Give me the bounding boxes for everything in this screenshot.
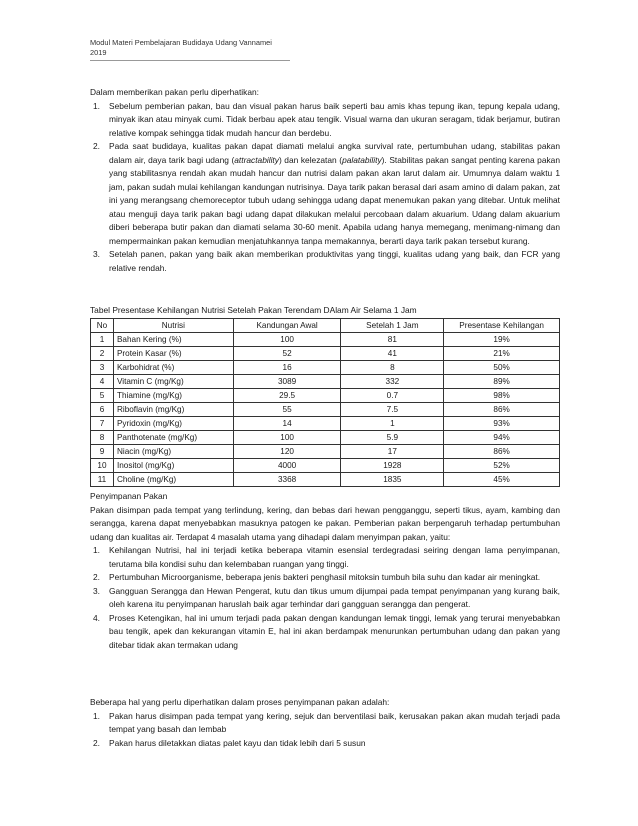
table-cell: 98% xyxy=(444,388,560,402)
column-header: Presentase Kehilangan xyxy=(444,318,560,332)
table-cell: 7.5 xyxy=(341,402,444,416)
list-item xyxy=(90,248,560,275)
table-cell: 3368 xyxy=(233,472,341,486)
table-cell: Karbohidrat (%) xyxy=(113,360,233,374)
feeding-list xyxy=(90,100,560,276)
list-number: 4. xyxy=(93,612,100,623)
table-cell: 2 xyxy=(91,346,114,360)
table-row xyxy=(91,360,560,374)
table-cell: 1928 xyxy=(341,458,444,472)
table-cell: 1835 xyxy=(341,472,444,486)
list-text: Gangguan Serangga dan Hewan Pengerat, kutu dan tikus umum dijumpai pada tempat penyimpanan yang kurang baik, oleh karena itu penyimpanan haruslah baik agar terhindar dari gangguan serangga dan pengerat. xyxy=(109,585,560,609)
list-item xyxy=(90,140,560,248)
list-number: 1. xyxy=(93,100,100,111)
list-text: Setelah panen, pakan yang baik akan memberikan produktivitas yang tinggi, kualitas udang yang baik, dan FCR yang relative rendah. xyxy=(109,249,560,273)
table-cell: Vitamin C (mg/Kg) xyxy=(113,374,233,388)
table-cell: 94% xyxy=(444,430,560,444)
section-title: Penyimpanan Pakan xyxy=(90,491,168,501)
table-cell: 6 xyxy=(91,402,114,416)
table-cell: 14 xyxy=(233,416,341,430)
list-item xyxy=(90,544,560,571)
table-cell: 86% xyxy=(444,444,560,458)
table-cell: Riboflavin (mg/Kg) xyxy=(113,402,233,416)
table-row xyxy=(91,388,560,402)
list-item xyxy=(90,100,560,141)
list-number: 3. xyxy=(93,585,100,596)
table-cell: 100 xyxy=(233,332,341,346)
table-cell: 89% xyxy=(444,374,560,388)
list-number: 2. xyxy=(93,572,100,582)
section-intro: Dalam memberikan pakan perlu diperhatikan: xyxy=(90,87,259,97)
nutrient-loss-table-block xyxy=(90,304,560,487)
table-row xyxy=(91,332,560,346)
table-cell: 81 xyxy=(341,332,444,346)
table-row xyxy=(91,346,560,360)
storage-section xyxy=(90,490,560,652)
table-cell: 4 xyxy=(91,374,114,388)
table-cell: 29.5 xyxy=(233,388,341,402)
term-italic: attractability xyxy=(234,154,279,165)
table-cell: 21% xyxy=(444,346,560,360)
table-cell: Protein Kasar (%) xyxy=(113,346,233,360)
table-cell: 8 xyxy=(91,430,114,444)
running-header: Modul Materi Pembelajaran Budidaya Udang Vannamei 2019 xyxy=(90,38,290,61)
table-cell: 55 xyxy=(233,402,341,416)
storage-guidelines-section xyxy=(90,696,560,750)
list-text: Kehilangan Nutrisi, hal ini terjadi ketika beberapa vitamin esensial terdegradasi seiring dengan lama penyimpanan, terutama bila kondisi suhu dan kelembaban ruangan yang tinggi. xyxy=(109,545,560,569)
table-cell: 7 xyxy=(91,416,114,430)
list-text: Pakan harus disimpan pada tempat yang kering, sejuk dan berventilasi baik, kerusakan pakan akan mudah terjadi pada tempat yang basah dan lembab xyxy=(109,710,560,734)
list-text: Sebelum pemberian pakan, bau dan visual pakan harus baik seperti bau amis khas tepung ikan, tepung kepala udang, minyak ikan atau minyak cumi. Tidak berbau apek atau tengik. Visual warna dan ukuran seragam, tidak berjamur, butiran relative kompak sehingga tidak mudah hancur dan berdebu. xyxy=(109,100,560,138)
table-row xyxy=(91,472,560,486)
list-text: Pakan harus diletakkan diatas palet kayu dan tidak lebih dari 5 susun xyxy=(109,737,366,748)
list-item xyxy=(90,585,560,612)
table-cell: 120 xyxy=(233,444,341,458)
table-cell: 4000 xyxy=(233,458,341,472)
table-cell: Panthotenate (mg/Kg) xyxy=(113,430,233,444)
table-header-row xyxy=(91,318,560,332)
term-italic: palatability xyxy=(342,154,382,165)
nutrient-loss-table xyxy=(90,318,560,487)
table-cell: 16 xyxy=(233,360,341,374)
table-cell: 9 xyxy=(91,444,114,458)
table-cell: 52 xyxy=(233,346,341,360)
table-cell: 0.7 xyxy=(341,388,444,402)
column-header: Nutrisi xyxy=(113,318,233,332)
column-header: Setelah 1 Jam xyxy=(341,318,444,332)
table-cell: 50% xyxy=(444,360,560,374)
list-item xyxy=(90,612,560,653)
list-number: 2. xyxy=(93,141,100,151)
list-number: 3. xyxy=(93,249,100,259)
table-cell: 19% xyxy=(444,332,560,346)
table-row xyxy=(91,444,560,458)
table-cell: 11 xyxy=(91,472,114,486)
table-cell: 5 xyxy=(91,388,114,402)
table-row xyxy=(91,374,560,388)
table-cell: 52% xyxy=(444,458,560,472)
table-cell: 3089 xyxy=(233,374,341,388)
table-cell: 10 xyxy=(91,458,114,472)
table-cell: 332 xyxy=(341,374,444,388)
table-cell: 45% xyxy=(444,472,560,486)
table-body xyxy=(91,332,560,486)
list-number: 1. xyxy=(93,710,100,721)
table-cell: 3 xyxy=(91,360,114,374)
table-cell: 100 xyxy=(233,430,341,444)
table-cell: 8 xyxy=(341,360,444,374)
column-header: Kandungan Awal xyxy=(233,318,341,332)
table-cell: Niacin (mg/Kg) xyxy=(113,444,233,458)
list-item xyxy=(90,710,560,737)
list-item xyxy=(90,571,560,585)
table-row xyxy=(91,458,560,472)
list-text: Pada saat budidaya, kualitas pakan dapat diamati melalui angka survival rate, pertumbuhan udang, stabilitas pakan dalam air, daya tarik bagi udang (attractability) dan kelezatan (palatability). Stabilitas pakan sangat penting karena pakan yang stabilitasnya rendah akan mudah hancur dan nutrisi dalam pakan akan larut dalam air. Umumnya dalam waktu 1 jam, pakan sudah mulai kehilangan kandungan nutrisinya. Daya tarik pakan berasal dari asam amino di dalam pakan, zat ini yang merangsang chemoreceptor tubuh udang sehingga udang dapat menemukan pakan yang ditebar. Untuk melihat atau menguji daya tarik pakan bagi udang dapat dilakukan melalui percobaan dalam akuarium. Udang dalam akuarium diberi beberapa butir pakan dan diamati selama 30-60 menit. Apabila udang hanya memegang, menimang-nimang dan mempermainkan pakan kemudian menjatuhkannya tanpa memakannya, berarti daya tarik pakan tersebut kurang. xyxy=(109,141,560,246)
table-row xyxy=(91,402,560,416)
storage-problems-list xyxy=(90,544,560,652)
section-paragraph: Pakan disimpan pada tempat yang terlindung, kering, dan bebas dari hewan pengganggu, seperti tikus, ayam, kambing dan serangga, karena dapat menyebabkan masuknya patogen ke pakan. Pemberian pakan berpengaruh terhadap pertumbuhan udang dan kualitas air. Terdapat 4 masalah utama yang dihadapi dalam menyimpan pakan, yaitu: xyxy=(90,504,560,542)
feeding-section xyxy=(90,86,560,275)
list-item xyxy=(90,737,560,751)
table-cell: 1 xyxy=(341,416,444,430)
table-cell: Bahan Kering (%) xyxy=(113,332,233,346)
list-text: Proses Ketengikan, hal ini umum terjadi pada pakan dengan kandungan lemak tinggi, lemak yang terurai menyebabkan bau tengik, apek dan kekurangan vitamin E, hal ini akan berdampak menurunkan pertumbuhan udang dan pakan yang ditebar tidak akan termakan udang xyxy=(109,612,560,650)
list-number: 1. xyxy=(93,545,100,555)
column-header: No xyxy=(91,318,114,332)
section-intro: Beberapa hal yang perlu diperhatikan dalam proses penyimpanan pakan adalah: xyxy=(90,697,390,707)
table-cell: 5.9 xyxy=(341,430,444,444)
table-cell: 86% xyxy=(444,402,560,416)
table-row xyxy=(91,430,560,444)
table-cell: 93% xyxy=(444,416,560,430)
table-cell: Thiamine (mg/Kg) xyxy=(113,388,233,402)
table-cell: Choline (mg/Kg) xyxy=(113,472,233,486)
table-row xyxy=(91,416,560,430)
list-text: Pertumbuhan Microorganisme, beberapa jenis bakteri penghasil mitoksin tumbuh bila suhu dan kadar air meningkat. xyxy=(109,572,541,582)
list-number: 2. xyxy=(93,737,100,748)
table-cell: 17 xyxy=(341,444,444,458)
table-caption: Tabel Presentase Kehilangan Nutrisi Setelah Pakan Terendam DAlam Air Selama 1 Jam xyxy=(90,305,417,315)
table-cell: 1 xyxy=(91,332,114,346)
table-cell: Inositol (mg/Kg) xyxy=(113,458,233,472)
storage-guidelines-list xyxy=(90,710,560,751)
table-cell: 41 xyxy=(341,346,444,360)
table-cell: Pyridoxin (mg/Kg) xyxy=(113,416,233,430)
